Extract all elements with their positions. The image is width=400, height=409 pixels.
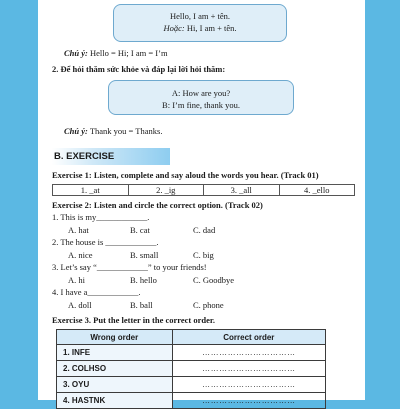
note-text: Hello = Hi; I am = I’m <box>87 48 168 58</box>
exercise-3-title: Exercise 3. Put the letter in the correct order. <box>52 315 216 325</box>
greeting-dialog-box <box>113 4 287 42</box>
exercise-1-word-table <box>52 184 355 196</box>
option-c[interactable]: C. dad <box>193 225 216 235</box>
note-text: Thank you = Thanks. <box>87 126 163 136</box>
note-label: Chú ý: <box>64 48 88 58</box>
option-c[interactable]: C. big <box>193 250 214 260</box>
table-row <box>57 361 326 377</box>
column-header: Correct order <box>172 330 325 345</box>
answer-blank[interactable]: …………………………… <box>172 361 325 377</box>
option-a[interactable]: A. hi <box>68 275 85 285</box>
dialog-line: B: I’m fine, thank you. <box>162 100 240 110</box>
option-c[interactable]: C. phone <box>193 300 224 310</box>
answer-blank[interactable]: …………………………… <box>172 377 325 393</box>
option-c[interactable]: C. Goodbye <box>193 275 235 285</box>
wrong-order-cell: 4. HASTNK <box>57 393 173 409</box>
word-cell[interactable]: 2. _ig <box>129 185 205 195</box>
word-cell[interactable]: 3. _all <box>204 185 280 195</box>
question-1: 1. This is my____________. <box>52 212 150 222</box>
dialog-line: Hello, I am + tên. <box>169 11 231 21</box>
note-thanks <box>64 126 162 136</box>
exercise-section-title: B. EXERCISE <box>52 148 170 165</box>
answer-blank[interactable]: …………………………… <box>172 393 325 409</box>
dialog-line-text: Hi, I am + tên. <box>184 23 237 33</box>
option-a[interactable]: A. hat <box>68 225 89 235</box>
dialog-line-prefix: Hoặc: <box>163 23 185 33</box>
dialog-line: A: How are you? <box>171 88 231 98</box>
wrong-order-cell: 2. COLHSO <box>57 361 173 377</box>
answer-blank[interactable]: …………………………… <box>172 345 325 361</box>
exercise-1-title: Exercise 1: Listen, complete and say aloud the words you hear. (Track 01) <box>52 170 319 180</box>
option-b[interactable]: B. small <box>130 250 159 260</box>
table-header-row <box>57 330 326 345</box>
letter-order-table <box>56 329 326 409</box>
wrong-order-cell: 3. OYU <box>57 377 173 393</box>
question-3: 3. Let’s say “____________” to your friends! <box>52 262 207 272</box>
worksheet-page <box>38 0 365 405</box>
health-dialog-box <box>108 80 294 115</box>
exercise-2-title: Exercise 2: Listen and circle the correct option. (Track 02) <box>52 200 263 210</box>
option-b[interactable]: B. ball <box>130 300 153 310</box>
note-label: Chú ý: <box>64 126 88 136</box>
dialog-line <box>114 22 286 34</box>
note-hello <box>64 48 168 58</box>
section-heading-2: 2. Để hỏi thăm sức khỏe và đáp lại lời hỏi thăm: <box>52 64 226 74</box>
table-row <box>57 345 326 361</box>
word-cell[interactable]: 4. _ello <box>304 185 330 195</box>
wrong-order-cell: 1. INFE <box>57 345 173 361</box>
option-a[interactable]: A. nice <box>68 250 93 260</box>
question-4: 4. I have a____________. <box>52 287 141 297</box>
question-2: 2. The house is ____________. <box>52 237 159 247</box>
word-cell[interactable]: 1. _at <box>53 185 129 195</box>
option-b[interactable]: B. hello <box>130 275 157 285</box>
table-row <box>57 377 326 393</box>
option-b[interactable]: B. cat <box>130 225 150 235</box>
column-header: Wrong order <box>57 330 173 345</box>
table-row <box>57 393 326 409</box>
option-a[interactable]: A. doll <box>68 300 92 310</box>
